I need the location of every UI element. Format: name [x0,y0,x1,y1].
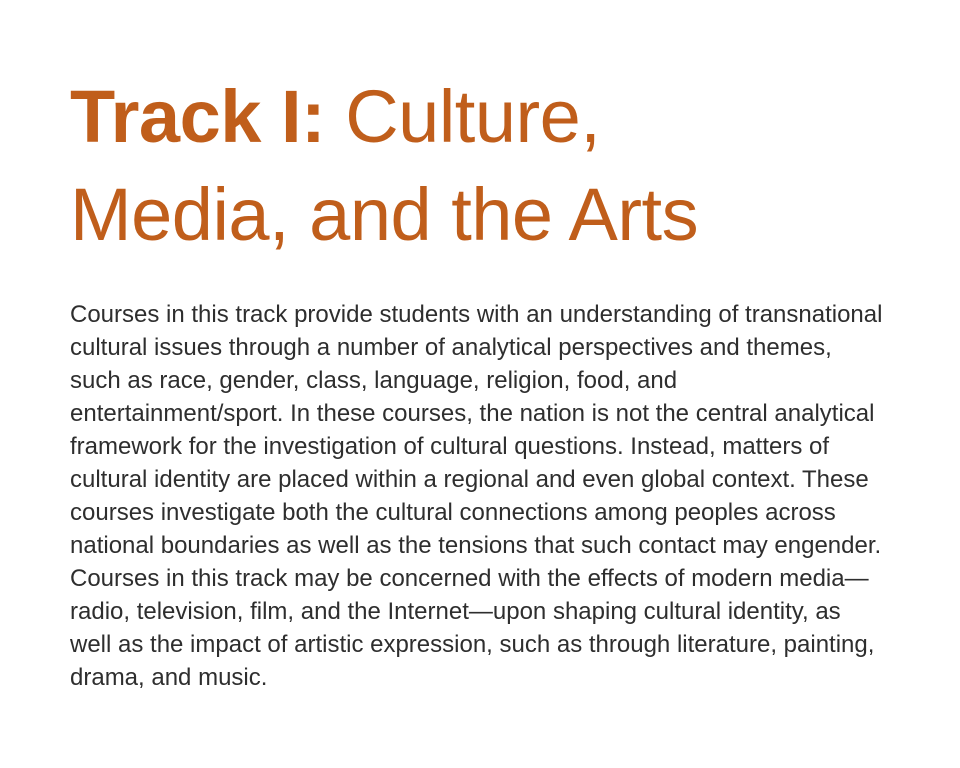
page-title [70,68,890,264]
page-title-line2: Media, and the Arts [70,173,699,256]
page-title-line1: Culture, [345,75,601,158]
track-description: Courses in this track provide students with an understanding of transnational cultural issues through a number of analytical perspectives and themes, such as race, gender, class, language, religion, food, and entertainment/sport. In these courses, the nation is not the central analytical framework for the investigation of cultural questions. Instead, matters of cultural identity are placed within a regional and even global context. These courses investigate both the cultural connections among peoples across national boundaries as well as the tensions that such contact may engender. Courses in this track may be concerned with the effects of modern media—radio, television, film, and the Internet—upon shaping cultural identity, as well as the impact of artistic expression, such as through literature, painting, drama, and music. [70,301,883,691]
page-title-prefix: Track I: [70,75,326,158]
